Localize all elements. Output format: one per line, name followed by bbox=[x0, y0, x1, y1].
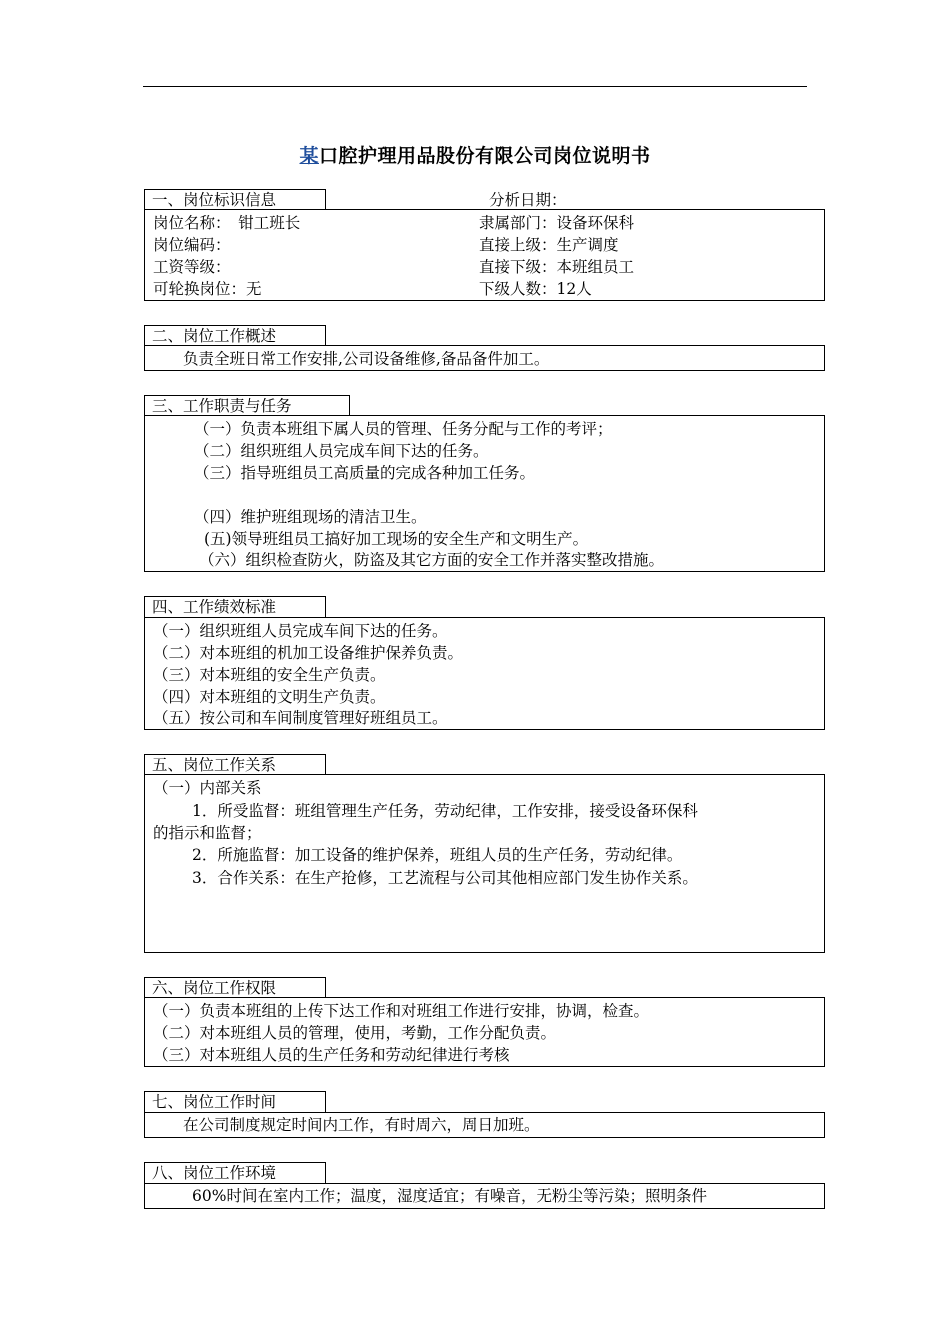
salary-grade: 工资等级： bbox=[153, 258, 231, 276]
relation-item: 2．所施监督：加工设备的维护保养，班组人员的生产任务，劳动纪律。 bbox=[192, 846, 683, 864]
standard-item: （五）按公司和车间制度管理好班组员工。 bbox=[153, 709, 448, 727]
direct-superior: 直接上级：生产调度 bbox=[479, 236, 619, 254]
relation-item: （一）内部关系 bbox=[153, 779, 262, 797]
section4-heading: 四、工作绩效标准 bbox=[144, 596, 326, 617]
authority-item: （三）对本班组人员的生产任务和劳动纪律进行考核 bbox=[153, 1046, 510, 1064]
standard-item: （二）对本班组的机加工设备维护保养负责。 bbox=[153, 644, 464, 662]
section5-heading: 五、岗位工作关系 bbox=[144, 754, 326, 775]
standard-item: （三）对本班组的安全生产负责。 bbox=[153, 666, 386, 684]
section3-heading: 三、工作职责与任务 bbox=[144, 395, 350, 416]
position-name: 岗位名称： 钳工班长 bbox=[153, 214, 301, 232]
title-text: 口腔护理用品股份有限公司岗位说明书 bbox=[319, 145, 651, 167]
rotatable-position: 可轮换岗位：无 bbox=[153, 280, 262, 298]
section2-heading: 二、岗位工作概述 bbox=[144, 325, 326, 346]
section8-heading: 八、岗位工作环境 bbox=[144, 1162, 326, 1183]
standard-item: （一）组织班组人员完成车间下达的任务。 bbox=[153, 622, 448, 640]
section6-heading: 六、岗位工作权限 bbox=[144, 977, 326, 998]
relation-item: 3．合作关系：在生产抢修，工艺流程与公司其他相应部门发生协作关系。 bbox=[192, 869, 698, 887]
duty-item: （二）组织班组人员完成车间下达的任务。 bbox=[194, 442, 489, 460]
authority-item: （一）负责本班组的上传下达工作和对班组工作进行安排，协调，检查。 bbox=[153, 1002, 650, 1020]
subordinate-count: 下级人数：12人 bbox=[479, 280, 592, 298]
section1-heading: 一、岗位标识信息 bbox=[144, 189, 326, 210]
environment-line: 60%时间在室内工作；温度，湿度适宜；有噪音，无粉尘等污染；照明条件 bbox=[192, 1187, 707, 1205]
authority-item: （二）对本班组人员的管理，使用，考勤，工作分配负责。 bbox=[153, 1024, 557, 1042]
duty-item: （六）组织检查防火，防盗及其它方面的安全工作并落实整改措施。 bbox=[199, 551, 665, 569]
department: 隶属部门：设备环保科 bbox=[479, 214, 635, 232]
section7-heading: 七、岗位工作时间 bbox=[144, 1091, 326, 1112]
header-rule bbox=[143, 86, 807, 87]
relation-item: 的指示和监督； bbox=[153, 824, 262, 842]
direct-subordinate: 直接下级：本班组员工 bbox=[479, 258, 635, 276]
duty-item: （一）负责本班组下属人员的管理、任务分配与工作的考评； bbox=[194, 420, 613, 438]
standard-item: （四）对本班组的文明生产负责。 bbox=[153, 688, 386, 706]
position-code: 岗位编码： bbox=[153, 236, 231, 254]
relation-item: 1．所受监督：班组管理生产任务，劳动纪律，工作安排，接受设备环保科 bbox=[192, 802, 698, 820]
duty-item: （三）指导班组员工高质量的完成各种加工任务。 bbox=[194, 464, 536, 482]
duty-item: （四）维护班组现场的清洁卫生。 bbox=[194, 508, 427, 526]
duty-item: (五)领导班组员工搞好加工现场的安全生产和文明生产。 bbox=[204, 530, 589, 548]
analysis-date-label: 分析日期： bbox=[489, 191, 567, 209]
title-highlight: 某 bbox=[299, 145, 319, 167]
work-time-line: 在公司制度规定时间内工作，有时周六，周日加班。 bbox=[183, 1116, 540, 1134]
summary-line: 负责全班日常工作安排,公司设备维修,备品备件加工。 bbox=[183, 350, 550, 368]
document-title bbox=[0, 141, 950, 168]
